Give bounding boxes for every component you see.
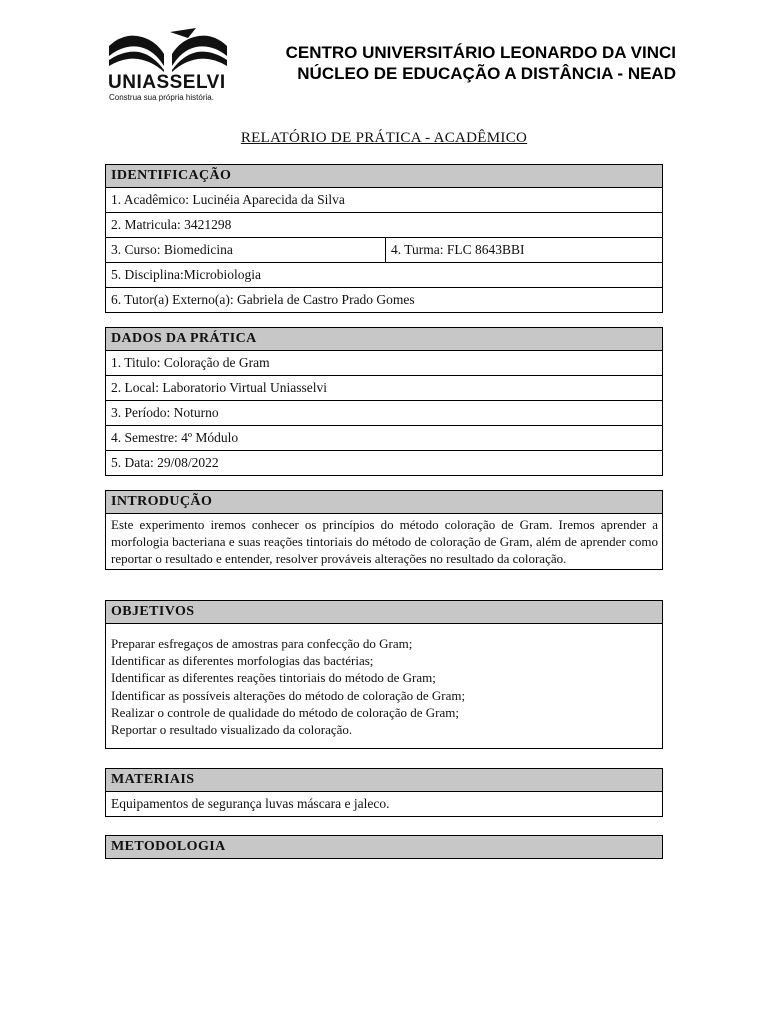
- field-academico: 1. Acadêmico: Lucinéia Aparecida da Silva: [106, 187, 662, 212]
- field-matricula: 2. Matricula: 3421298: [106, 212, 662, 237]
- field-titulo: 1. Titulo: Coloração de Gram: [106, 350, 662, 375]
- list-item: Identificar as diferentes morfologias das bactérias;: [111, 653, 374, 669]
- dados-pratica-section: [105, 327, 663, 476]
- section-heading: MATERIAIS: [106, 769, 662, 791]
- metodologia-section: [105, 835, 663, 859]
- list-item: Realizar o controle de qualidade do método de coloração de Gram;: [111, 704, 459, 720]
- materiais-section: [105, 768, 663, 817]
- section-heading: OBJETIVOS: [106, 601, 662, 623]
- introducao-text: Este experimento iremos conhecer os princípios do método coloração de Gram. Iremos aprender a morfologia bacteriana e suas reações tintoriais do método de coloração de Gram, além de aprender como reportar o resultado e entender, resolver prováveis alterações no resultado da coloração.: [106, 513, 662, 569]
- section-heading: INTRODUÇÃO: [106, 491, 662, 513]
- section-heading: METODOLOGIA: [106, 836, 662, 858]
- institution-name: CENTRO UNIVERSITÁRIO LEONARDO DA VINCI: [285, 43, 676, 62]
- list-item: Identificar as diferentes reações tintoriais do método de Gram;: [111, 670, 436, 686]
- list-item: Preparar esfregaços de amostras para confecção do Gram;: [111, 636, 413, 651]
- field-local: 2. Local: Laboratorio Virtual Uniasselvi: [106, 375, 662, 400]
- list-item: Identificar as possíveis alterações do método de coloração de Gram;: [111, 687, 466, 703]
- uniasselvi-logo: [106, 26, 230, 104]
- row-curso-turma: [106, 237, 662, 262]
- objetivos-list: [106, 623, 662, 748]
- materiais-text: Equipamentos de segurança luvas máscara e jaleco.: [106, 791, 662, 816]
- field-tutor: 6. Tutor(a) Externo(a): Gabriela de Castro Prado Gomes: [106, 287, 662, 312]
- logo-book-icon: [106, 26, 230, 72]
- document-title-text: RELATÓRIO DE PRÁTICA - ACADÊMICO: [240, 130, 528, 146]
- introducao-section: [105, 490, 663, 570]
- field-curso: 3. Curso: Biomedicina: [111, 242, 233, 257]
- field-periodo: 3. Período: Noturno: [106, 400, 662, 425]
- document-title: [0, 130, 768, 147]
- identificacao-section: [105, 164, 663, 313]
- institution-department: NÚCLEO DE EDUCAÇÃO A DISTÂNCIA - NEAD: [297, 64, 676, 83]
- field-data: 5. Data: 29/08/2022: [106, 450, 662, 475]
- objetivos-section: [105, 600, 663, 749]
- field-semestre: 4. Semestre: 4º Módulo: [106, 425, 662, 450]
- logo-wordmark: UNIASSELVI: [108, 72, 226, 93]
- section-heading: DADOS DA PRÁTICA: [106, 328, 662, 350]
- section-heading: IDENTIFICAÇÃO: [106, 165, 662, 187]
- field-turma: 4. Turma: FLC 8643BBI: [385, 238, 662, 262]
- institution-header: [240, 42, 676, 84]
- field-disciplina: 5. Disciplina:Microbiologia: [106, 262, 662, 287]
- logo-tagline: Construa sua própria história.: [109, 93, 214, 102]
- list-item: Reportar o resultado visualizado da coloração.: [111, 722, 353, 738]
